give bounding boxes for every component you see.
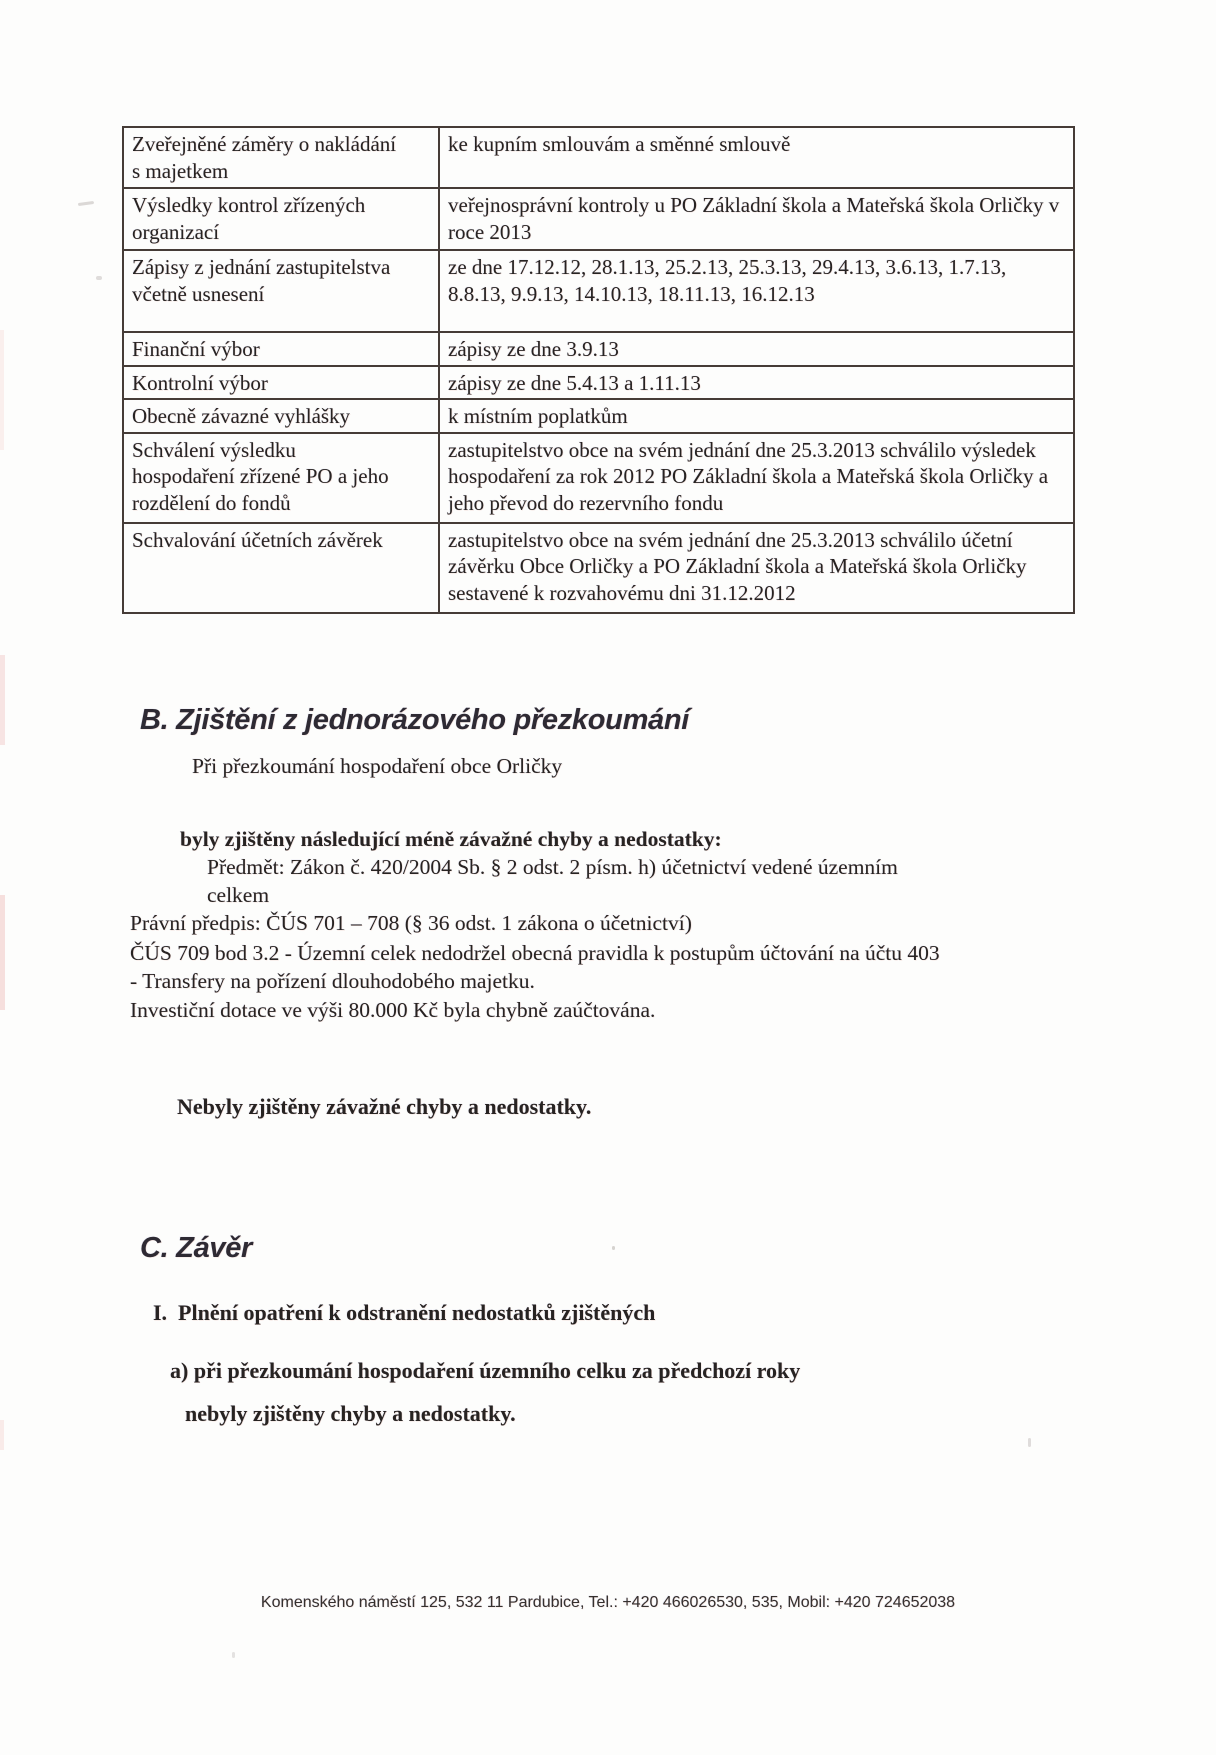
section-b-heading: B. Zjištění z jednorázového přezkoumání (140, 704, 690, 736)
table-row (123, 399, 1074, 433)
row-value-cell: zápisy ze dne 3.9.13 (439, 332, 1074, 366)
scanner-edge-artifact (0, 1420, 4, 1450)
section-c-heading: C. Závěr (140, 1232, 253, 1264)
table-row (123, 366, 1074, 400)
table-row (123, 127, 1074, 188)
scanner-edge-artifact (0, 895, 5, 1010)
row-value-cell: veřejnosprávní kontroly u PO Základní škola a Mateřská škola Orličky v roce 2013 (439, 188, 1074, 250)
row-value-cell: ze dne 17.12.12, 28.1.13, 25.2.13, 25.3.13, 29.4.13, 3.6.13, 1.7.13, 8.8.13, 9.9.13, 14.10.13, 18.11.13, 16.12.13 (439, 250, 1074, 332)
finding-legal-basis: Právní předpis: ČÚS 701 – 708 (§ 36 odst. 1 zákona o účetnictví) (130, 911, 692, 935)
table-row (123, 433, 1074, 523)
footer-address: Komenského náměstí 125, 532 11 Pardubice, Tel.: +420 466026530, 535, Mobil: +420 724652038 (260, 1594, 956, 1611)
row-label-cell: Finanční výbor (123, 332, 439, 366)
table-row (123, 250, 1074, 332)
row-value-cell: zastupitelstvo obce na svém jednání dne 25.3.2013 schválilo účetní závěrku Obce Orličky a PO Základní škola a Mateřská škola Orličky sestavené k rozvahovému dni 31.12.2012 (439, 523, 1074, 613)
scanner-edge-artifact (0, 330, 4, 450)
scan-speck (78, 201, 94, 206)
row-value-cell: k místním poplatkům (439, 399, 1074, 433)
finding-predmet: Předmět: Zákon č. 420/2004 Sb. § 2 odst. 2 písm. h) účetnictví vedené územním (207, 855, 898, 879)
conclusion-item-i: I. Plnění opatření k odstranění nedostatků zjištěných (153, 1300, 656, 1325)
row-label-cell: Výsledky kontrol zřízených organizací (123, 188, 439, 250)
row-value-cell: zápisy ze dne 5.4.13 a 1.11.13 (439, 366, 1074, 400)
row-label-cell: Schvalování účetních závěrek (123, 523, 439, 613)
no-serious-findings: Nebyly zjištěny závažné chyby a nedostatky. (177, 1094, 592, 1119)
row-label-cell: Obecně závazné vyhlášky (123, 399, 439, 433)
row-label-cell: Kontrolní výbor (123, 366, 439, 400)
section-b-intro: Při přezkoumání hospodaření obce Orličky (192, 754, 563, 778)
scanner-edge-artifact (0, 655, 5, 745)
scan-speck (1028, 1438, 1031, 1447)
scan-speck (96, 276, 102, 280)
review-summary-table (122, 126, 1075, 614)
row-value-cell: zastupitelstvo obce na svém jednání dne 25.3.2013 schválilo výsledek hospodaření za rok 2012 PO Základní škola a Mateřská škola Orličky a jeho převod do rezervního fondu (439, 433, 1074, 523)
row-label-cell: Zápisy z jednání zastupitelstva včetně usnesení (123, 250, 439, 332)
conclusion-item-a-result: nebyly zjištěny chyby a nedostatky. (185, 1401, 516, 1426)
row-value-cell: ke kupním smlouvám a směnné smlouvě (439, 127, 1074, 188)
row-label-cell: Schválení výsledku hospodaření zřízené PO a jeho rozdělení do fondů (123, 433, 439, 523)
table-row (123, 332, 1074, 366)
table-row (123, 523, 1074, 613)
table-row (123, 188, 1074, 250)
scan-speck (612, 1246, 615, 1250)
finding-cus709: ČÚS 709 bod 3.2 - Územní celek nedodržel obecná pravidla k postupům účtování na účtu 403 (130, 941, 940, 965)
minor-findings-title: byly zjištěny následující méně závažné chyby a nedostatky: (180, 827, 722, 851)
finding-predmet-cont: celkem (207, 883, 270, 907)
finding-transfery: - Transfery na pořízení dlouhodobého majetku. (130, 969, 535, 993)
scan-speck (232, 1652, 235, 1658)
conclusion-item-a: a) při přezkoumání hospodaření územního celku za předchozí roky (170, 1358, 801, 1383)
row-label-cell: Zveřejněné záměry o nakládání s majetkem (123, 127, 439, 188)
finding-dotace: Investiční dotace ve výši 80.000 Kč byla chybně zaúčtována. (130, 998, 656, 1022)
